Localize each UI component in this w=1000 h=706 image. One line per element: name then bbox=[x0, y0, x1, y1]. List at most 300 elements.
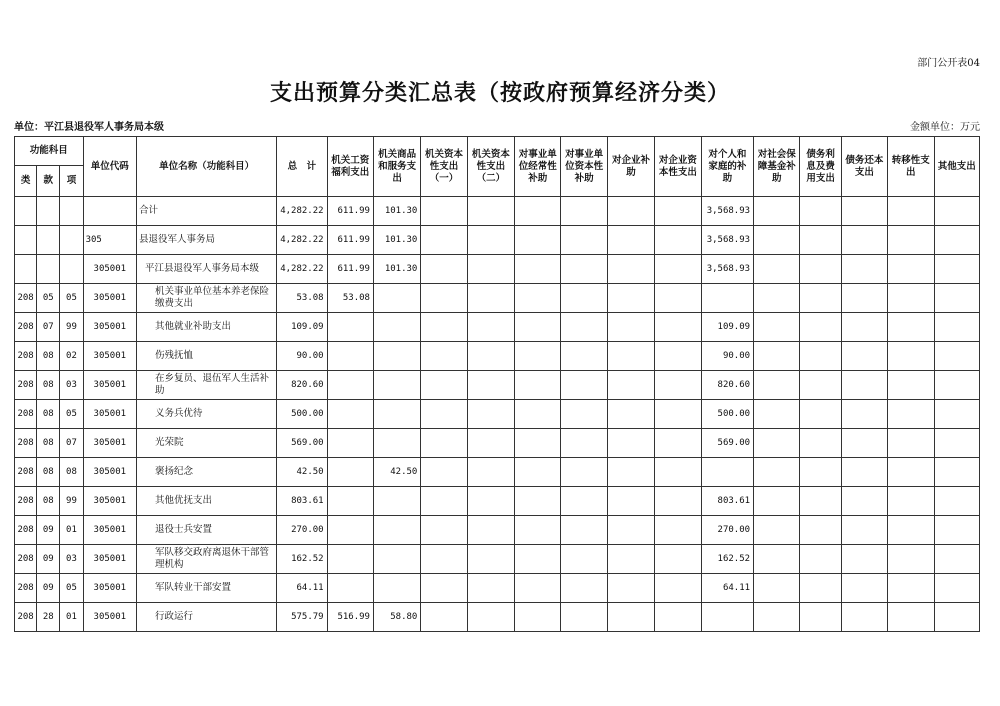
cell-c1 bbox=[327, 429, 373, 458]
cell-c2 bbox=[373, 516, 420, 545]
cell-c11 bbox=[800, 516, 841, 545]
cell-lei: 208 bbox=[15, 342, 37, 371]
cell-c10 bbox=[754, 226, 800, 255]
cell-total: 162.52 bbox=[277, 545, 327, 574]
cell-c12 bbox=[841, 197, 887, 226]
cell-c10 bbox=[754, 516, 800, 545]
cell-c1: 516.99 bbox=[327, 603, 373, 632]
cell-code: 305001 bbox=[83, 313, 136, 342]
cell-c12 bbox=[841, 574, 887, 603]
cell-c5 bbox=[515, 400, 561, 429]
cell-total: 500.00 bbox=[277, 400, 327, 429]
table-row bbox=[15, 458, 980, 487]
cell-c8 bbox=[655, 429, 701, 458]
col-header-8: 对企业资本性支出 bbox=[655, 137, 701, 197]
cell-c3 bbox=[421, 197, 467, 226]
cell-total: 820.60 bbox=[277, 371, 327, 400]
cell-c8 bbox=[655, 458, 701, 487]
cell-name: 义务兵优待 bbox=[137, 400, 277, 429]
cell-c12 bbox=[841, 487, 887, 516]
cell-c13 bbox=[888, 574, 934, 603]
cell-c14 bbox=[934, 226, 980, 255]
col-header-13: 转移性支出 bbox=[888, 137, 934, 197]
cell-c4 bbox=[467, 284, 514, 313]
cell-c6 bbox=[561, 400, 607, 429]
cell-c12 bbox=[841, 429, 887, 458]
col-header-6: 对事业单位资本性补助 bbox=[561, 137, 607, 197]
cell-c2: 101.30 bbox=[373, 255, 420, 284]
cell-c5 bbox=[515, 342, 561, 371]
cell-lei bbox=[15, 197, 37, 226]
cell-c6 bbox=[561, 574, 607, 603]
cell-c5 bbox=[515, 516, 561, 545]
table-row bbox=[15, 342, 980, 371]
cell-total: 4,282.22 bbox=[277, 255, 327, 284]
cell-c14 bbox=[934, 371, 980, 400]
total-header: 总 计 bbox=[277, 137, 327, 197]
cell-c10 bbox=[754, 400, 800, 429]
cell-name: 军队移交政府离退休干部管理机构 bbox=[137, 545, 277, 574]
cell-total: 803.61 bbox=[277, 487, 327, 516]
cell-c10 bbox=[754, 603, 800, 632]
cell-total: 53.08 bbox=[277, 284, 327, 313]
cell-kuan bbox=[37, 226, 60, 255]
cell-c8 bbox=[655, 313, 701, 342]
cell-xiang bbox=[60, 226, 83, 255]
cell-c9 bbox=[701, 284, 753, 313]
cell-c13 bbox=[888, 545, 934, 574]
cell-total: 575.79 bbox=[277, 603, 327, 632]
cell-xiang: 08 bbox=[60, 458, 83, 487]
cell-c12 bbox=[841, 313, 887, 342]
cell-name: 在乡复员、退伍军人生活补助 bbox=[137, 371, 277, 400]
cell-c4 bbox=[467, 342, 514, 371]
cell-c14 bbox=[934, 342, 980, 371]
xiang-header: 项 bbox=[60, 166, 83, 197]
cell-c12 bbox=[841, 371, 887, 400]
cell-c12 bbox=[841, 516, 887, 545]
cell-c11 bbox=[800, 487, 841, 516]
cell-total: 64.11 bbox=[277, 574, 327, 603]
cell-c7 bbox=[607, 603, 654, 632]
cell-c11 bbox=[800, 197, 841, 226]
cell-lei bbox=[15, 226, 37, 255]
cell-c7 bbox=[607, 342, 654, 371]
cell-c2 bbox=[373, 313, 420, 342]
cell-name: 军队转业干部安置 bbox=[137, 574, 277, 603]
cell-name: 其他优抚支出 bbox=[137, 487, 277, 516]
cell-c5 bbox=[515, 313, 561, 342]
table-row bbox=[15, 400, 980, 429]
cell-c14 bbox=[934, 313, 980, 342]
cell-c6 bbox=[561, 545, 607, 574]
col-header-2: 机关商品和服务支出 bbox=[373, 137, 420, 197]
cell-c1 bbox=[327, 400, 373, 429]
cell-c3 bbox=[421, 255, 467, 284]
cell-c5 bbox=[515, 545, 561, 574]
cell-c8 bbox=[655, 545, 701, 574]
cell-c9: 90.00 bbox=[701, 342, 753, 371]
cell-c10 bbox=[754, 371, 800, 400]
cell-c6 bbox=[561, 458, 607, 487]
cell-c5 bbox=[515, 371, 561, 400]
cell-c14 bbox=[934, 458, 980, 487]
cell-c2 bbox=[373, 574, 420, 603]
cell-c12 bbox=[841, 255, 887, 284]
table-row bbox=[15, 487, 980, 516]
cell-c11 bbox=[800, 545, 841, 574]
cell-c2: 58.80 bbox=[373, 603, 420, 632]
cell-kuan: 08 bbox=[37, 487, 60, 516]
cell-c10 bbox=[754, 458, 800, 487]
table-row bbox=[15, 371, 980, 400]
cell-c6 bbox=[561, 342, 607, 371]
cell-code: 305001 bbox=[83, 574, 136, 603]
cell-total: 42.50 bbox=[277, 458, 327, 487]
cell-c7 bbox=[607, 545, 654, 574]
cell-c14 bbox=[934, 516, 980, 545]
cell-c14 bbox=[934, 603, 980, 632]
cell-c10 bbox=[754, 284, 800, 313]
table-body bbox=[15, 197, 980, 632]
cell-xiang: 05 bbox=[60, 284, 83, 313]
table-row bbox=[15, 284, 980, 313]
cell-c9: 64.11 bbox=[701, 574, 753, 603]
cell-total: 569.00 bbox=[277, 429, 327, 458]
cell-c13 bbox=[888, 226, 934, 255]
cell-c6 bbox=[561, 429, 607, 458]
cell-c11 bbox=[800, 284, 841, 313]
cell-c5 bbox=[515, 603, 561, 632]
cell-c4 bbox=[467, 371, 514, 400]
cell-c14 bbox=[934, 487, 980, 516]
cell-c13 bbox=[888, 458, 934, 487]
cell-c6 bbox=[561, 226, 607, 255]
cell-c3 bbox=[421, 516, 467, 545]
cell-c3 bbox=[421, 458, 467, 487]
cell-c2: 101.30 bbox=[373, 197, 420, 226]
cell-lei: 208 bbox=[15, 516, 37, 545]
cell-c10 bbox=[754, 197, 800, 226]
cell-total: 4,282.22 bbox=[277, 226, 327, 255]
cell-c6 bbox=[561, 255, 607, 284]
cell-lei: 208 bbox=[15, 458, 37, 487]
cell-c13 bbox=[888, 197, 934, 226]
cell-c3 bbox=[421, 545, 467, 574]
cell-c7 bbox=[607, 284, 654, 313]
cell-lei: 208 bbox=[15, 371, 37, 400]
unit-code-header: 单位代码 bbox=[83, 137, 136, 197]
cell-c10 bbox=[754, 574, 800, 603]
cell-c13 bbox=[888, 429, 934, 458]
cell-c1 bbox=[327, 313, 373, 342]
cell-kuan: 08 bbox=[37, 458, 60, 487]
cell-c8 bbox=[655, 574, 701, 603]
cell-xiang bbox=[60, 255, 83, 284]
cell-kuan: 05 bbox=[37, 284, 60, 313]
cell-c9: 270.00 bbox=[701, 516, 753, 545]
cell-c14 bbox=[934, 400, 980, 429]
cell-c11 bbox=[800, 255, 841, 284]
cell-xiang bbox=[60, 197, 83, 226]
cell-c1 bbox=[327, 371, 373, 400]
cell-c1 bbox=[327, 487, 373, 516]
cell-c8 bbox=[655, 487, 701, 516]
cell-c12 bbox=[841, 284, 887, 313]
col-header-1: 机关工资福利支出 bbox=[327, 137, 373, 197]
cell-c10 bbox=[754, 429, 800, 458]
cell-c13 bbox=[888, 400, 934, 429]
cell-xiang: 03 bbox=[60, 545, 83, 574]
cell-name: 伤残抚恤 bbox=[137, 342, 277, 371]
cell-c7 bbox=[607, 400, 654, 429]
cell-c8 bbox=[655, 255, 701, 284]
cell-c1: 611.99 bbox=[327, 226, 373, 255]
cell-c9: 803.61 bbox=[701, 487, 753, 516]
col-header-12: 债务还本支出 bbox=[841, 137, 887, 197]
cell-kuan bbox=[37, 255, 60, 284]
cell-c5 bbox=[515, 458, 561, 487]
cell-total: 4,282.22 bbox=[277, 197, 327, 226]
col-header-5: 对事业单位经常性补助 bbox=[515, 137, 561, 197]
cell-kuan bbox=[37, 197, 60, 226]
cell-c4 bbox=[467, 574, 514, 603]
cell-c14 bbox=[934, 284, 980, 313]
cell-c3 bbox=[421, 574, 467, 603]
cell-c13 bbox=[888, 255, 934, 284]
cell-c9: 162.52 bbox=[701, 545, 753, 574]
cell-c11 bbox=[800, 400, 841, 429]
cell-c3 bbox=[421, 313, 467, 342]
cell-code: 305001 bbox=[83, 458, 136, 487]
cell-lei: 208 bbox=[15, 429, 37, 458]
cell-c1: 53.08 bbox=[327, 284, 373, 313]
cell-name: 退役士兵安置 bbox=[137, 516, 277, 545]
cell-c11 bbox=[800, 429, 841, 458]
cell-kuan: 08 bbox=[37, 371, 60, 400]
cell-c2 bbox=[373, 545, 420, 574]
cell-kuan: 09 bbox=[37, 574, 60, 603]
cell-c7 bbox=[607, 313, 654, 342]
cell-c2: 42.50 bbox=[373, 458, 420, 487]
lei-header: 类 bbox=[15, 166, 37, 197]
cell-c8 bbox=[655, 371, 701, 400]
cell-code: 305001 bbox=[83, 284, 136, 313]
cell-c6 bbox=[561, 313, 607, 342]
unit-name-header: 单位名称（功能科目） bbox=[137, 137, 277, 197]
cell-c10 bbox=[754, 545, 800, 574]
cell-c4 bbox=[467, 197, 514, 226]
cell-c6 bbox=[561, 284, 607, 313]
cell-c7 bbox=[607, 226, 654, 255]
cell-name: 褒扬纪念 bbox=[137, 458, 277, 487]
cell-total: 270.00 bbox=[277, 516, 327, 545]
cell-c8 bbox=[655, 400, 701, 429]
cell-c7 bbox=[607, 429, 654, 458]
cell-lei: 208 bbox=[15, 574, 37, 603]
col-header-9: 对个人和家庭的补助 bbox=[701, 137, 753, 197]
cell-kuan: 09 bbox=[37, 516, 60, 545]
table-row bbox=[15, 545, 980, 574]
cell-c3 bbox=[421, 429, 467, 458]
cell-xiang: 02 bbox=[60, 342, 83, 371]
cell-c14 bbox=[934, 574, 980, 603]
cell-c9 bbox=[701, 458, 753, 487]
table-row bbox=[15, 197, 980, 226]
cell-c9: 3,568.93 bbox=[701, 226, 753, 255]
cell-c5 bbox=[515, 255, 561, 284]
cell-c13 bbox=[888, 371, 934, 400]
cell-c14 bbox=[934, 429, 980, 458]
cell-c9: 3,568.93 bbox=[701, 255, 753, 284]
cell-c10 bbox=[754, 487, 800, 516]
cell-c11 bbox=[800, 371, 841, 400]
cell-lei: 208 bbox=[15, 487, 37, 516]
form-number: 部门公开表04 bbox=[917, 58, 980, 69]
cell-c7 bbox=[607, 458, 654, 487]
cell-c2 bbox=[373, 371, 420, 400]
cell-code bbox=[83, 197, 136, 226]
cell-c7 bbox=[607, 516, 654, 545]
cell-c12 bbox=[841, 545, 887, 574]
cell-c11 bbox=[800, 342, 841, 371]
cell-c5 bbox=[515, 284, 561, 313]
cell-kuan: 28 bbox=[37, 603, 60, 632]
col-header-14: 其他支出 bbox=[934, 137, 980, 197]
kuan-header: 款 bbox=[37, 166, 60, 197]
cell-c11 bbox=[800, 603, 841, 632]
cell-c1: 611.99 bbox=[327, 255, 373, 284]
cell-c13 bbox=[888, 516, 934, 545]
cell-c5 bbox=[515, 429, 561, 458]
cell-c7 bbox=[607, 574, 654, 603]
cell-c8 bbox=[655, 284, 701, 313]
cell-c9: 820.60 bbox=[701, 371, 753, 400]
cell-xiang: 03 bbox=[60, 371, 83, 400]
cell-c1: 611.99 bbox=[327, 197, 373, 226]
cell-c14 bbox=[934, 197, 980, 226]
cell-code: 305001 bbox=[83, 342, 136, 371]
cell-c9: 569.00 bbox=[701, 429, 753, 458]
cell-c5 bbox=[515, 487, 561, 516]
table-row bbox=[15, 603, 980, 632]
cell-c1 bbox=[327, 458, 373, 487]
cell-c2: 101.30 bbox=[373, 226, 420, 255]
cell-kuan: 08 bbox=[37, 342, 60, 371]
cell-c12 bbox=[841, 603, 887, 632]
table-row bbox=[15, 574, 980, 603]
cell-c12 bbox=[841, 226, 887, 255]
cell-xiang: 01 bbox=[60, 603, 83, 632]
cell-code: 305 bbox=[83, 226, 136, 255]
cell-c2 bbox=[373, 429, 420, 458]
cell-c11 bbox=[800, 226, 841, 255]
cell-c14 bbox=[934, 255, 980, 284]
cell-c6 bbox=[561, 603, 607, 632]
cell-c3 bbox=[421, 284, 467, 313]
cell-c12 bbox=[841, 342, 887, 371]
cell-c10 bbox=[754, 255, 800, 284]
cell-c3 bbox=[421, 487, 467, 516]
table-row bbox=[15, 255, 980, 284]
cell-c4 bbox=[467, 603, 514, 632]
cell-lei bbox=[15, 255, 37, 284]
col-header-11: 债务利息及费用支出 bbox=[800, 137, 841, 197]
cell-xiang: 05 bbox=[60, 400, 83, 429]
cell-c5 bbox=[515, 197, 561, 226]
cell-lei: 208 bbox=[15, 545, 37, 574]
cell-kuan: 08 bbox=[37, 400, 60, 429]
table-row bbox=[15, 516, 980, 545]
cell-c7 bbox=[607, 255, 654, 284]
cell-lei: 208 bbox=[15, 284, 37, 313]
col-header-7: 对企业补助 bbox=[607, 137, 654, 197]
budget-table bbox=[14, 136, 980, 632]
cell-c3 bbox=[421, 342, 467, 371]
col-header-10: 对社会保障基金补助 bbox=[754, 137, 800, 197]
cell-c1 bbox=[327, 545, 373, 574]
amount-unit-label: 金额单位：万元 bbox=[910, 122, 980, 133]
cell-c13 bbox=[888, 603, 934, 632]
cell-c9 bbox=[701, 603, 753, 632]
cell-c8 bbox=[655, 516, 701, 545]
cell-c9: 500.00 bbox=[701, 400, 753, 429]
cell-name: 光荣院 bbox=[137, 429, 277, 458]
cell-c4 bbox=[467, 458, 514, 487]
cell-c7 bbox=[607, 487, 654, 516]
cell-c2 bbox=[373, 284, 420, 313]
cell-xiang: 01 bbox=[60, 516, 83, 545]
cell-c8 bbox=[655, 226, 701, 255]
cell-code: 305001 bbox=[83, 429, 136, 458]
cell-c13 bbox=[888, 487, 934, 516]
cell-c8 bbox=[655, 197, 701, 226]
cell-code: 305001 bbox=[83, 603, 136, 632]
cell-c4 bbox=[467, 516, 514, 545]
cell-c4 bbox=[467, 400, 514, 429]
cell-name: 其他就业补助支出 bbox=[137, 313, 277, 342]
cell-c12 bbox=[841, 400, 887, 429]
cell-lei: 208 bbox=[15, 400, 37, 429]
unit-label: 单位：平江县退役军人事务局本级 bbox=[14, 122, 164, 133]
cell-c11 bbox=[800, 313, 841, 342]
cell-c1 bbox=[327, 574, 373, 603]
cell-c5 bbox=[515, 226, 561, 255]
cell-code: 305001 bbox=[83, 545, 136, 574]
cell-c3 bbox=[421, 603, 467, 632]
cell-c3 bbox=[421, 400, 467, 429]
cell-c6 bbox=[561, 487, 607, 516]
cell-xiang: 05 bbox=[60, 574, 83, 603]
cell-c11 bbox=[800, 458, 841, 487]
cell-code: 305001 bbox=[83, 400, 136, 429]
cell-kuan: 08 bbox=[37, 429, 60, 458]
cell-c2 bbox=[373, 400, 420, 429]
cell-c4 bbox=[467, 545, 514, 574]
func-subject-header: 功能科目 bbox=[15, 137, 84, 166]
cell-c4 bbox=[467, 313, 514, 342]
cell-c7 bbox=[607, 371, 654, 400]
cell-c3 bbox=[421, 371, 467, 400]
page-title: 支出预算分类汇总表（按政府预算经济分类） bbox=[269, 81, 730, 106]
cell-c10 bbox=[754, 342, 800, 371]
table-row bbox=[15, 429, 980, 458]
cell-c6 bbox=[561, 371, 607, 400]
cell-name: 行政运行 bbox=[137, 603, 277, 632]
cell-name: 机关事业单位基本养老保险缴费支出 bbox=[137, 284, 277, 313]
cell-total: 90.00 bbox=[277, 342, 327, 371]
cell-c13 bbox=[888, 313, 934, 342]
